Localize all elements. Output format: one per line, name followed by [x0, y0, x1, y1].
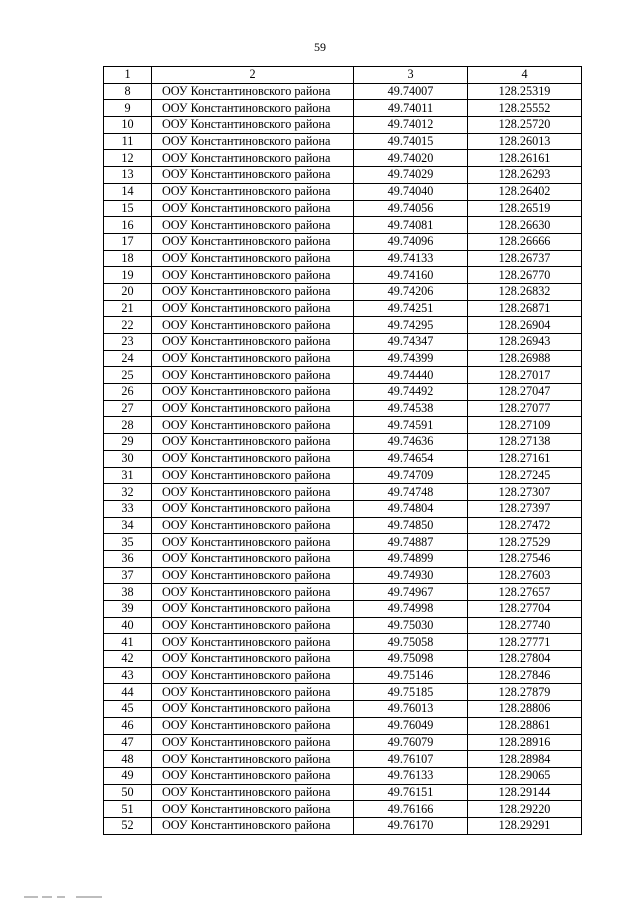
- table-row: [104, 767, 582, 784]
- table-row: [104, 584, 582, 601]
- cell-name: ООУ Константиновского района: [152, 167, 354, 184]
- table-row: [104, 167, 582, 184]
- cell-number: 21: [104, 300, 152, 317]
- cell-longitude: 128.26988: [468, 350, 582, 367]
- cell-number: 25: [104, 367, 152, 384]
- table-row: [104, 701, 582, 718]
- cell-latitude: 49.76049: [354, 717, 468, 734]
- cell-name: ООУ Константиновского района: [152, 183, 354, 200]
- cell-longitude: 128.25552: [468, 100, 582, 117]
- cell-name: ООУ Константиновского района: [152, 434, 354, 451]
- cell-longitude: 128.29220: [468, 801, 582, 818]
- cell-number: 33: [104, 500, 152, 517]
- cell-longitude: 128.26770: [468, 267, 582, 284]
- cell-number: 38: [104, 584, 152, 601]
- cell-name: ООУ Константиновского района: [152, 317, 354, 334]
- cell-name: ООУ Константиновского района: [152, 517, 354, 534]
- cell-number: 35: [104, 534, 152, 551]
- cell-latitude: 49.74029: [354, 167, 468, 184]
- cell-name: ООУ Константиновского района: [152, 200, 354, 217]
- cell-latitude: 49.75098: [354, 651, 468, 668]
- table-row: [104, 100, 582, 117]
- table-row: [104, 784, 582, 801]
- cell-latitude: 49.74930: [354, 567, 468, 584]
- column-header-longitude: 4: [468, 67, 582, 84]
- cell-longitude: 128.29291: [468, 817, 582, 834]
- cell-latitude: 49.75185: [354, 684, 468, 701]
- cell-latitude: 49.76133: [354, 767, 468, 784]
- cell-name: ООУ Константиновского района: [152, 283, 354, 300]
- cell-longitude: 128.26630: [468, 217, 582, 234]
- cell-latitude: 49.76079: [354, 734, 468, 751]
- cell-number: 16: [104, 217, 152, 234]
- cell-name: ООУ Константиновского района: [152, 651, 354, 668]
- cell-latitude: 49.75030: [354, 617, 468, 634]
- cell-latitude: 49.74056: [354, 200, 468, 217]
- cell-number: 28: [104, 417, 152, 434]
- cell-latitude: 49.74347: [354, 334, 468, 351]
- cell-name: ООУ Константиновского района: [152, 233, 354, 250]
- cell-number: 22: [104, 317, 152, 334]
- cell-longitude: 128.27017: [468, 367, 582, 384]
- table-row: [104, 500, 582, 517]
- table-row: [104, 334, 582, 351]
- cell-number: 17: [104, 233, 152, 250]
- cell-longitude: 128.26161: [468, 150, 582, 167]
- table-row: [104, 83, 582, 100]
- table-row: [104, 233, 582, 250]
- cell-longitude: 128.27546: [468, 550, 582, 567]
- cell-latitude: 49.74899: [354, 550, 468, 567]
- table-row: [104, 317, 582, 334]
- cell-longitude: 128.28916: [468, 734, 582, 751]
- cell-number: 30: [104, 450, 152, 467]
- cell-name: ООУ Константиновского района: [152, 717, 354, 734]
- cell-name: ООУ Константиновского района: [152, 467, 354, 484]
- table-row: [104, 734, 582, 751]
- cell-latitude: 49.74399: [354, 350, 468, 367]
- cell-latitude: 49.74967: [354, 584, 468, 601]
- cell-name: ООУ Константиновского района: [152, 267, 354, 284]
- cell-name: ООУ Константиновского района: [152, 117, 354, 134]
- cell-latitude: 49.74160: [354, 267, 468, 284]
- cell-longitude: 128.27307: [468, 484, 582, 501]
- cell-latitude: 49.74251: [354, 300, 468, 317]
- cell-latitude: 49.74887: [354, 534, 468, 551]
- cell-name: ООУ Константиновского района: [152, 734, 354, 751]
- cell-longitude: 128.27047: [468, 384, 582, 401]
- cell-number: 34: [104, 517, 152, 534]
- cell-number: 52: [104, 817, 152, 834]
- cell-number: 29: [104, 434, 152, 451]
- cell-latitude: 49.76107: [354, 751, 468, 768]
- cell-longitude: 128.29065: [468, 767, 582, 784]
- cell-number: 44: [104, 684, 152, 701]
- cell-latitude: 49.74206: [354, 283, 468, 300]
- cell-number: 19: [104, 267, 152, 284]
- cell-longitude: 128.27657: [468, 584, 582, 601]
- table-row: [104, 667, 582, 684]
- cell-latitude: 49.74015: [354, 133, 468, 150]
- table-row: [104, 601, 582, 618]
- cell-latitude: 49.74538: [354, 400, 468, 417]
- cell-name: ООУ Константиновского района: [152, 300, 354, 317]
- table-row: [104, 350, 582, 367]
- table-row: [104, 117, 582, 134]
- cell-longitude: 128.25319: [468, 83, 582, 100]
- cell-number: 37: [104, 567, 152, 584]
- cell-number: 47: [104, 734, 152, 751]
- cell-number: 26: [104, 384, 152, 401]
- cell-latitude: 49.74133: [354, 250, 468, 267]
- cell-number: 12: [104, 150, 152, 167]
- cell-longitude: 128.26519: [468, 200, 582, 217]
- table-row: [104, 183, 582, 200]
- cell-name: ООУ Константиновского района: [152, 751, 354, 768]
- table-row: [104, 684, 582, 701]
- cell-latitude: 49.74850: [354, 517, 468, 534]
- cell-name: ООУ Константиновского района: [152, 484, 354, 501]
- cell-latitude: 49.74591: [354, 417, 468, 434]
- cell-longitude: 128.26402: [468, 183, 582, 200]
- cell-latitude: 49.76170: [354, 817, 468, 834]
- table-row: [104, 384, 582, 401]
- cell-number: 45: [104, 701, 152, 718]
- cell-latitude: 49.75058: [354, 634, 468, 651]
- cell-latitude: 49.76151: [354, 784, 468, 801]
- cell-number: 20: [104, 283, 152, 300]
- cell-number: 36: [104, 550, 152, 567]
- cell-longitude: 128.29144: [468, 784, 582, 801]
- table-row: [104, 567, 582, 584]
- cell-name: ООУ Константиновского района: [152, 817, 354, 834]
- table-row: [104, 133, 582, 150]
- table-row: [104, 367, 582, 384]
- cell-longitude: 128.27397: [468, 500, 582, 517]
- cell-number: 15: [104, 200, 152, 217]
- table-body: [104, 83, 582, 834]
- table-row: [104, 651, 582, 668]
- cell-name: ООУ Константиновского района: [152, 617, 354, 634]
- cell-longitude: 128.27771: [468, 634, 582, 651]
- cell-latitude: 49.74804: [354, 500, 468, 517]
- cell-name: ООУ Константиновского района: [152, 550, 354, 567]
- cell-latitude: 49.76166: [354, 801, 468, 818]
- cell-longitude: 128.27138: [468, 434, 582, 451]
- cell-longitude: 128.27109: [468, 417, 582, 434]
- cell-longitude: 128.28861: [468, 717, 582, 734]
- cell-name: ООУ Константиновского района: [152, 334, 354, 351]
- table-row: [104, 250, 582, 267]
- cell-name: ООУ Константиновского района: [152, 767, 354, 784]
- table-row: [104, 267, 582, 284]
- cell-longitude: 128.27879: [468, 684, 582, 701]
- cell-longitude: 128.27472: [468, 517, 582, 534]
- cell-longitude: 128.27846: [468, 667, 582, 684]
- cell-latitude: 49.74748: [354, 484, 468, 501]
- cell-number: 42: [104, 651, 152, 668]
- cell-number: 31: [104, 467, 152, 484]
- cell-name: ООУ Константиновского района: [152, 450, 354, 467]
- table-row: [104, 283, 582, 300]
- cell-latitude: 49.74654: [354, 450, 468, 467]
- cell-latitude: 49.76013: [354, 701, 468, 718]
- cell-number: 13: [104, 167, 152, 184]
- table-header-row: [104, 67, 582, 84]
- cell-number: 49: [104, 767, 152, 784]
- cell-name: ООУ Константиновского района: [152, 500, 354, 517]
- cell-latitude: 49.74011: [354, 100, 468, 117]
- cell-number: 46: [104, 717, 152, 734]
- table-row: [104, 467, 582, 484]
- cell-number: 18: [104, 250, 152, 267]
- cell-longitude: 128.26871: [468, 300, 582, 317]
- cell-number: 9: [104, 100, 152, 117]
- cell-number: 51: [104, 801, 152, 818]
- cell-longitude: 128.28984: [468, 751, 582, 768]
- cell-longitude: 128.26013: [468, 133, 582, 150]
- cell-latitude: 49.74295: [354, 317, 468, 334]
- cell-number: 48: [104, 751, 152, 768]
- cell-name: ООУ Константиновского района: [152, 567, 354, 584]
- cell-latitude: 49.74020: [354, 150, 468, 167]
- page-number: 59: [314, 40, 326, 54]
- cell-number: 8: [104, 83, 152, 100]
- table-row: [104, 801, 582, 818]
- cell-longitude: 128.26943: [468, 334, 582, 351]
- cell-longitude: 128.27704: [468, 601, 582, 618]
- cell-longitude: 128.27161: [468, 450, 582, 467]
- cell-name: ООУ Константиновского района: [152, 784, 354, 801]
- cell-longitude: 128.28806: [468, 701, 582, 718]
- cell-number: 24: [104, 350, 152, 367]
- cell-name: ООУ Константиновского района: [152, 601, 354, 618]
- cell-number: 40: [104, 617, 152, 634]
- cell-longitude: 128.27740: [468, 617, 582, 634]
- cell-name: ООУ Константиновского района: [152, 684, 354, 701]
- cell-number: 50: [104, 784, 152, 801]
- table-row: [104, 550, 582, 567]
- cell-name: ООУ Константиновского района: [152, 100, 354, 117]
- column-header-latitude: 3: [354, 67, 468, 84]
- cell-longitude: 128.26737: [468, 250, 582, 267]
- cell-name: ООУ Константиновского района: [152, 667, 354, 684]
- cell-longitude: 128.27804: [468, 651, 582, 668]
- cell-longitude: 128.26666: [468, 233, 582, 250]
- cell-name: ООУ Константиновского района: [152, 133, 354, 150]
- table-row: [104, 534, 582, 551]
- cell-number: 41: [104, 634, 152, 651]
- cell-longitude: 128.26832: [468, 283, 582, 300]
- table-row: [104, 150, 582, 167]
- cell-longitude: 128.27077: [468, 400, 582, 417]
- table-row: [104, 484, 582, 501]
- cell-latitude: 49.74007: [354, 83, 468, 100]
- table-row: [104, 717, 582, 734]
- cell-name: ООУ Константиновского района: [152, 350, 354, 367]
- table-row: [104, 400, 582, 417]
- cell-name: ООУ Константиновского района: [152, 701, 354, 718]
- cell-number: 32: [104, 484, 152, 501]
- cell-number: 10: [104, 117, 152, 134]
- table-row: [104, 517, 582, 534]
- cell-latitude: 49.74709: [354, 467, 468, 484]
- cell-name: ООУ Константиновского района: [152, 417, 354, 434]
- cell-name: ООУ Константиновского района: [152, 150, 354, 167]
- table-row: [104, 751, 582, 768]
- table-row: [104, 217, 582, 234]
- cell-latitude: 49.74636: [354, 434, 468, 451]
- table-row: [104, 450, 582, 467]
- table-row: [104, 417, 582, 434]
- cell-name: ООУ Константиновского района: [152, 400, 354, 417]
- cell-name: ООУ Константиновского района: [152, 584, 354, 601]
- cell-number: 11: [104, 133, 152, 150]
- cell-number: 14: [104, 183, 152, 200]
- column-header-number: 1: [104, 67, 152, 84]
- cell-longitude: 128.27529: [468, 534, 582, 551]
- cell-latitude: 49.74998: [354, 601, 468, 618]
- cell-longitude: 128.25720: [468, 117, 582, 134]
- table-row: [104, 300, 582, 317]
- cell-name: ООУ Константиновского района: [152, 83, 354, 100]
- cell-latitude: 49.74440: [354, 367, 468, 384]
- cell-latitude: 49.74096: [354, 233, 468, 250]
- table-row: [104, 434, 582, 451]
- cell-number: 43: [104, 667, 152, 684]
- cell-latitude: 49.74040: [354, 183, 468, 200]
- cell-longitude: 128.27245: [468, 467, 582, 484]
- cell-name: ООУ Константиновского района: [152, 384, 354, 401]
- cell-latitude: 49.75146: [354, 667, 468, 684]
- table-row: [104, 634, 582, 651]
- cell-latitude: 49.74012: [354, 117, 468, 134]
- cell-longitude: 128.26293: [468, 167, 582, 184]
- cell-longitude: 128.27603: [468, 567, 582, 584]
- cell-number: 39: [104, 601, 152, 618]
- cell-latitude: 49.74492: [354, 384, 468, 401]
- cell-longitude: 128.26904: [468, 317, 582, 334]
- table-row: [104, 617, 582, 634]
- coordinates-table: [103, 66, 582, 835]
- cell-number: 27: [104, 400, 152, 417]
- column-header-name: 2: [152, 67, 354, 84]
- cell-number: 23: [104, 334, 152, 351]
- cell-latitude: 49.74081: [354, 217, 468, 234]
- cell-name: ООУ Константиновского района: [152, 367, 354, 384]
- cell-name: ООУ Константиновского района: [152, 634, 354, 651]
- table-row: [104, 817, 582, 834]
- cell-name: ООУ Константиновского района: [152, 217, 354, 234]
- scan-artifact: [24, 896, 124, 899]
- cell-name: ООУ Константиновского района: [152, 801, 354, 818]
- cell-name: ООУ Константиновского района: [152, 250, 354, 267]
- cell-name: ООУ Константиновского района: [152, 534, 354, 551]
- table-row: [104, 200, 582, 217]
